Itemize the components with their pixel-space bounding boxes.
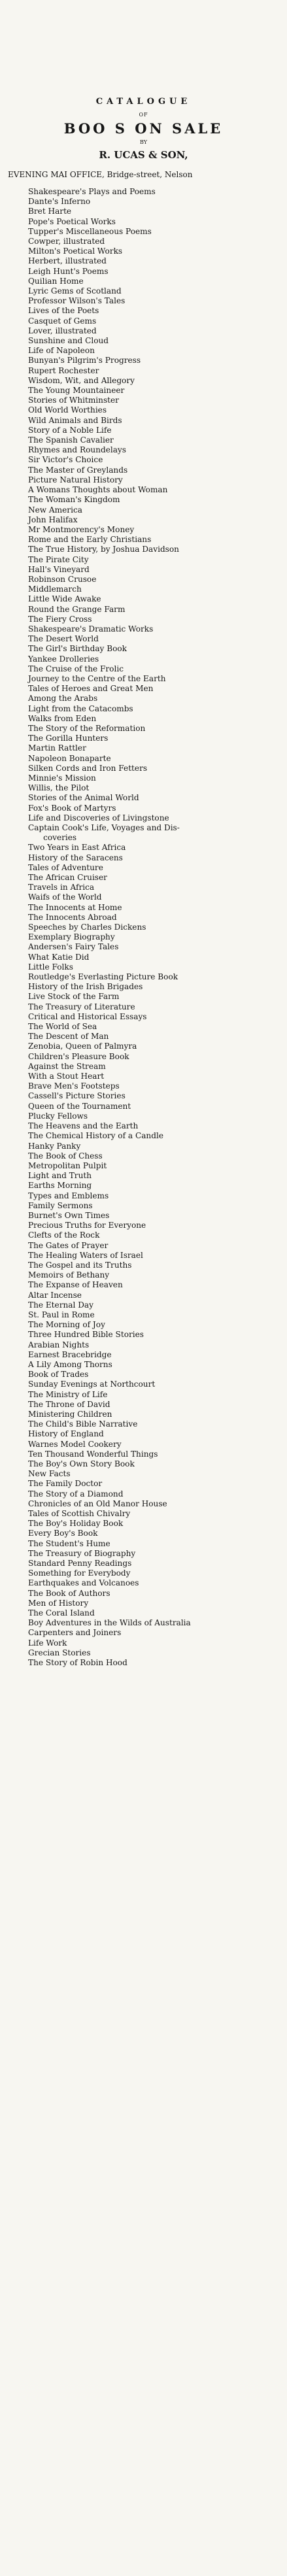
book-title: Round the Grange Farm <box>28 604 126 614</box>
book-title: The Gorilla Hunters <box>28 734 109 743</box>
book-title: The Innocents at Home <box>28 902 122 912</box>
book-title: The Desert World <box>28 634 99 644</box>
book-title: Plucky Fellows <box>28 1111 88 1121</box>
book-title: The Story of a Diamond <box>28 1489 124 1499</box>
book-title: Dante's Inferno <box>28 197 91 207</box>
book-title: Zenobia, Queen of Palmyra <box>28 1042 137 1051</box>
book-title: Shakespeare's Dramatic Works <box>28 624 154 634</box>
book-title: Wisdom, Wit, and Allegory <box>28 375 135 385</box>
book-title: Tales of Adventure <box>28 862 103 872</box>
book-title: Among the Arabs <box>28 694 98 703</box>
book-title: Warnes Model Cookery <box>28 1439 122 1449</box>
book-title: Shakespeare's Plays and Poems <box>28 187 156 196</box>
book-title: Rhymes and Roundelays <box>28 445 126 455</box>
book-title: The Cruise of the Frolic <box>28 664 124 673</box>
book-title: Brave Men's Footsteps <box>28 1081 120 1091</box>
book-title: History of the Saracens <box>28 853 123 862</box>
book-title: The Story of the Reformation <box>28 723 146 733</box>
of-label: OF <box>139 112 148 118</box>
book-title: Herbert, illustrated <box>28 256 107 266</box>
book-title: Live Stock of the Farm <box>28 992 120 1002</box>
book-title: Andersen's Fairy Tales <box>28 942 119 952</box>
book-title: Quilian Home <box>28 276 84 286</box>
book-title: The Family Doctor <box>28 1479 103 1489</box>
book-title: Two Years in East Africa <box>28 843 126 853</box>
book-title: Clefts of the Rock <box>28 1230 100 1240</box>
book-title: A Womans Thoughts about Woman <box>28 485 168 495</box>
book-title: Captain Cook's Life, Voyages and Dis- coveries <box>28 823 180 843</box>
book-title: New America <box>28 505 82 515</box>
book-title: Minnie's Mission <box>28 773 96 783</box>
book-title: What Katie Did <box>28 952 90 962</box>
book-title: New Facts <box>28 1469 71 1479</box>
book-title: Carpenters and Joiners <box>28 1628 122 1638</box>
book-title: The Student's Hume <box>28 1538 110 1548</box>
book-title: Robinson Crusoe <box>28 574 97 584</box>
book-title: Earnest Bracebridge <box>28 1349 112 1359</box>
by-label: BY <box>139 139 148 145</box>
book-title: Earthquakes and Volcanoes <box>28 1578 139 1588</box>
book-title: Lives of the Poets <box>28 306 99 316</box>
office-address: EVENING MAI OFFICE, Bridge-street, Nelson <box>8 170 193 179</box>
book-title: The Eternal Day <box>28 1300 93 1310</box>
book-title: Old World Worthies <box>28 405 107 415</box>
book-title: The Book of Authors <box>28 1588 110 1598</box>
book-title: Little Folks <box>28 962 73 972</box>
book-title: The World of Sea <box>28 1022 97 1032</box>
book-title: Grecian Stories <box>28 1648 91 1657</box>
book-title: The Innocents Abroad <box>28 912 117 922</box>
book-title: Life of Napoleon <box>28 346 95 356</box>
book-title: Story of a Noble Life <box>28 425 112 435</box>
book-title: Napoleon Bonaparte <box>28 753 111 763</box>
book-title: Memoirs of Bethany <box>28 1270 110 1280</box>
book-title: The Boy's Own Story Book <box>28 1459 135 1468</box>
book-title: Cassell's Picture Stories <box>28 1091 126 1101</box>
book-title: Rome and the Early Christians <box>28 535 152 545</box>
book-title: Speeches by Charles Dickens <box>28 923 146 932</box>
book-title: Picture Natural History <box>28 475 123 484</box>
book-title: St. Paul in Rome <box>28 1310 95 1319</box>
book-title: The Coral Island <box>28 1608 95 1618</box>
book-title: Tupper's Miscellaneous Poems <box>28 226 152 236</box>
book-title: Bret Harte <box>28 207 72 216</box>
book-title: The Story of Robin Hood <box>28 1658 127 1668</box>
book-title: Metropolitan Pulpit <box>28 1161 107 1170</box>
book-title: Leigh Hunt's Poems <box>28 266 109 276</box>
book-title: Routledge's Everlasting Picture Book <box>28 972 178 982</box>
book-title: The Treasury of Literature <box>28 1002 135 1011</box>
book-title: Waifs of the World <box>28 892 102 902</box>
book-title: Precious Truths for Everyone <box>28 1221 146 1230</box>
book-title: Middlemarch <box>28 585 82 594</box>
book-title: The Ministry of Life <box>28 1389 108 1399</box>
book-title: Lyric Gems of Scotland <box>28 286 122 296</box>
book-title: Burnet's Own Times <box>28 1210 110 1220</box>
book-title: Three Hundred Bible Stories <box>28 1330 144 1340</box>
book-title: The Child's Bible Narrative <box>28 1419 138 1429</box>
book-title: Sunday Evenings at Northcourt <box>28 1380 156 1389</box>
book-title: Sir Victor's Choice <box>28 455 103 465</box>
book-title: Family Sermons <box>28 1200 93 1210</box>
book-title: The True History, by Joshua Davidson <box>28 545 179 554</box>
book-title: Standard Penny Readings <box>28 1559 132 1568</box>
book-title: Light and Truth <box>28 1171 92 1181</box>
book-title: The Fiery Cross <box>28 614 92 624</box>
book-title: Something for Everybody <box>28 1568 131 1578</box>
book-title: Ten Thousand Wonderful Things <box>28 1449 158 1459</box>
book-list <box>28 187 284 1668</box>
book-title: Arabian Nights <box>28 1340 90 1349</box>
book-title: The Girl's Birthday Book <box>28 644 127 654</box>
book-title: Life Work <box>28 1638 67 1648</box>
book-title: Fox's Book of Martyrs <box>28 803 116 813</box>
book-title: The Chemical History of a Candle <box>28 1131 163 1141</box>
book-title: The Book of Chess <box>28 1151 103 1161</box>
book-title: Travels in Africa <box>28 883 95 892</box>
book-title: Journey to the Centre of the Earth <box>28 673 166 683</box>
book-title: Children's Pleasure Book <box>28 1051 129 1061</box>
book-title: Cowper, illustrated <box>28 237 105 246</box>
book-title: With a Stout Heart <box>28 1072 105 1081</box>
book-title: Men of History <box>28 1598 89 1608</box>
book-title: The Treasury of Biography <box>28 1548 136 1558</box>
book-title: The Gates of Prayer <box>28 1240 109 1250</box>
book-title: Walks from Eden <box>28 713 97 723</box>
book-title: Ministering Children <box>28 1409 112 1419</box>
book-title: Tales of Scottish Chivalry <box>28 1509 131 1519</box>
book-title: Silken Cords and Iron Fetters <box>28 763 148 773</box>
catalogue-title: BOO S ON SALE <box>63 120 224 137</box>
book-title: A Lily Among Thorns <box>28 1359 112 1369</box>
book-title: Milton's Poetical Works <box>28 246 123 256</box>
book-title: Hall's Vineyard <box>28 564 90 574</box>
book-title: The Young Mountaineer <box>28 386 125 396</box>
book-title: Rupert Rochester <box>28 365 99 375</box>
book-title: The Expanse of Heaven <box>28 1280 123 1290</box>
book-title: Pope's Poetical Works <box>28 216 116 226</box>
book-title: The Healing Waters of Israel <box>28 1250 143 1260</box>
book-title: Casquet of Gems <box>28 316 97 326</box>
book-title: Critical and Historical Essays <box>28 1011 147 1021</box>
book-title: Altar Incense <box>28 1290 82 1300</box>
book-title: The Heavens and the Earth <box>28 1121 139 1131</box>
book-title: Book of Trades <box>28 1370 89 1380</box>
book-title: Earths Morning <box>28 1181 92 1191</box>
book-title: Lover, illustrated <box>28 326 97 335</box>
book-title: Exemplary Biography <box>28 932 115 942</box>
book-title: Tales of Heroes and Great Men <box>28 684 154 694</box>
book-title: The Morning of Joy <box>28 1320 105 1330</box>
firm-name: R. UCAS & SON, <box>99 149 188 161</box>
book-title: Life and Discoveries of Livingstone <box>28 813 169 822</box>
book-title: Queen of the Tournament <box>28 1101 131 1111</box>
book-title: The Gospel and its Truths <box>28 1260 132 1270</box>
book-title: Little Wide Awake <box>28 594 101 604</box>
book-title: Every Boy's Book <box>28 1529 98 1538</box>
book-title: The African Cruiser <box>28 873 107 883</box>
book-title: The Throne of David <box>28 1399 110 1409</box>
book-title: History of England <box>28 1429 104 1439</box>
book-title: Willis, the Pilot <box>28 783 90 793</box>
book-title: John Halifax <box>28 515 78 524</box>
catalogue-heading: CATALOGUE <box>95 97 192 107</box>
book-title: Chronicles of an Old Manor House <box>28 1499 167 1508</box>
book-title: Martin Rattler <box>28 743 86 753</box>
book-title: The Master of Greylands <box>28 465 128 475</box>
book-title: Stories of Whitminster <box>28 396 119 405</box>
book-title: Wild Animals and Birds <box>28 415 122 425</box>
book-title: Light from the Catacombs <box>28 703 133 713</box>
book-title: Stories of the Animal World <box>28 793 139 803</box>
book-title: Types and Emblems <box>28 1191 109 1200</box>
book-title: Mr Montmorency's Money <box>28 524 135 534</box>
book-title: Hanky Panky <box>28 1141 81 1151</box>
book-title: Yankee Drolleries <box>28 654 99 664</box>
book-title: Professor Wilson's Tales <box>28 296 126 306</box>
book-title: History of the Irish Brigades <box>28 982 143 992</box>
book-title: Against the Stream <box>28 1061 106 1071</box>
book-title: Sunshine and Cloud <box>28 336 109 346</box>
book-title: The Woman's Kingdom <box>28 495 120 505</box>
book-title: Boy Adventures in the Wilds of Australia <box>28 1618 191 1628</box>
book-title: The Boy's Holiday Book <box>28 1519 124 1529</box>
book-title: The Descent of Man <box>28 1032 109 1042</box>
book-title: Bunyan's Pilgrim's Progress <box>28 356 141 365</box>
book-title: The Spanish Cavalier <box>28 435 114 445</box>
book-title: The Pirate City <box>28 554 89 564</box>
